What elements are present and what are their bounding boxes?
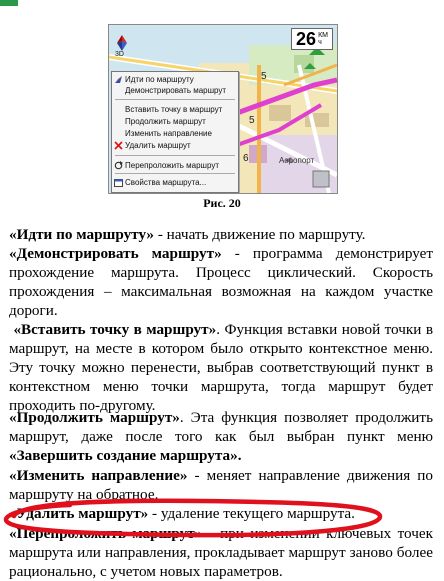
speed-unit [318,32,328,46]
menu-separator [115,155,235,156]
item-demo-route [9,244,433,320]
road-number-label: 5 [249,115,255,126]
paragraph-reroute [9,524,433,581]
figure-map-screenshot [108,24,338,194]
menu-item-label: Демонстрировать маршрут [125,86,227,95]
menu-item-follow-route[interactable] [112,74,238,85]
compass-arrow-icon [115,35,129,51]
term-insert-point: «Вставить точку в маршрут» [13,321,217,338]
menu-separator [115,173,235,174]
speed-value: 26 [296,28,317,49]
speed-indicator [291,28,333,50]
menu-item-insert-point[interactable] [112,104,238,115]
term-reroute: «Перепроложить маршрут» [9,525,203,542]
desc-change-direction: - меняет направление движения по маршруту на обратное. [9,467,433,503]
term-finish-route-creation: «Завершить создание маршрута». [9,447,242,464]
properties-icon [114,178,123,187]
menu-item-label: Удалить маршрут [125,141,191,150]
paragraph-change-direction [9,466,433,504]
speed-unit-top: КМ [318,32,328,39]
item-delete-route [9,504,433,523]
paragraph-delete-route [9,504,433,523]
road-number-label: 6 [243,153,249,164]
menu-item-label: Идти по маршруту [125,75,194,84]
compass-mode-label: 3D [115,51,124,58]
speed-unit-bottom: ч [318,39,322,46]
desc-follow-route: - начать движение по маршруту. [154,226,366,243]
menu-item-label: Свойства маршрута... [125,178,207,187]
item-follow-route [9,225,433,244]
menu-item-reroute[interactable] [112,160,238,171]
route-context-menu [111,71,239,193]
menu-item-label: Продолжить маршрут [125,117,206,126]
menu-item-label: Вставить точку в маршрут [125,105,223,114]
paragraph-continue-route [9,408,433,465]
term-demo-route: «Демонстрировать маршрут» [9,245,222,262]
item-reroute [9,524,433,581]
term-change-direction: «Изменить направление» [9,467,188,484]
green-corner-mark [0,0,18,6]
desc-continue-route: . Эта функция позволяет продолжить маршрут, даже после того как был выбран пункт меню [9,409,434,445]
desc-delete-route: - удаление текущего маршрута. [148,505,355,522]
item-change-direction [9,466,433,504]
compass-3d-indicator[interactable] [115,35,133,59]
figure-caption: Рис. 20 [203,196,241,210]
menu-item-change-direction[interactable] [112,128,238,139]
term-delete-route: «Удалить маршрут» [9,505,149,522]
menu-item-label: Перепроложить маршрут [125,161,219,170]
road-number-label: 5 [261,71,267,82]
menu-item-continue-route[interactable] [112,116,238,127]
term-follow-route: «Идти по маршруту» [9,226,155,243]
term-continue-route: «Продолжить маршрут» [9,409,180,426]
airport-map-label: Аэропорт [279,156,315,165]
top-accent-bar [0,0,444,6]
item-insert-point [9,320,433,415]
desc-reroute: - при изменении ключевых точек маршрута или направления, прокладывает маршрут заново более рационально, с учетом новых параметров. [9,525,433,580]
paragraph-insert-point [9,320,433,415]
menu-item-route-properties[interactable] [112,177,238,188]
menu-item-label: Изменить направление [125,129,212,138]
reroute-icon [114,161,123,170]
red-cross-icon [114,141,123,150]
menu-item-demo-route[interactable] [112,85,238,96]
menu-item-delete-route[interactable] [112,140,238,151]
desc-insert-point: . Функция вставки новой точки в маршрут, на месте в котором было открыто контекстное меню. Эту точку можно перенести, выбрав соответствующий пункт в контекстном меню точки маршрута, тогда маршрут будет проходить по-другому. [9,321,434,414]
item-continue-route [9,408,433,465]
paragraph-follow-demo [9,225,433,320]
desc-demo-route: - программа демонстрирует прохождение маршрута. Процесс циклический. Скорость прохождения – максимальная возможная на каждом участке дороги. [9,245,433,319]
route-arrow-icon [114,75,123,84]
menu-separator [115,99,235,100]
